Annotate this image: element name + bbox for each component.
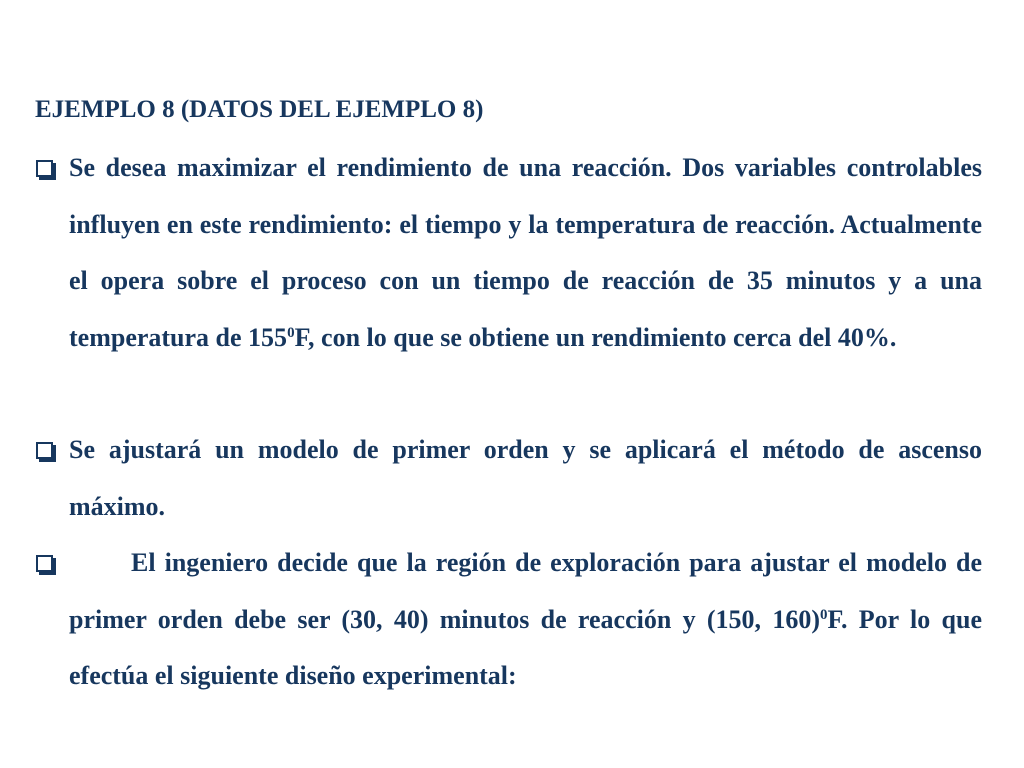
bullet-3-part2: F. Por lo que efectúa el siguiente diseño experimental: [69, 604, 982, 690]
bullet-text-1 [69, 140, 982, 366]
checkbox-bullet-icon [36, 160, 53, 177]
checkbox-bullet-icon [36, 442, 53, 459]
bullet-3-superscript: 0 [820, 606, 828, 623]
checkbox-bullet-icon [36, 555, 53, 572]
bullet-1-part2: F, con lo que se obtiene un rendimiento cerca del 40%. [294, 322, 897, 352]
bullet-3-part1: El ingeniero decide que la región de exploración para ajustar el modelo de primer orden debe ser (30, 40) minutos de reacción y (150, 160) [69, 548, 982, 634]
bullet-text-3 [69, 535, 982, 705]
slide-title: EJEMPLO 8 (DATOS DEL EJEMPLO 8) [35, 96, 484, 123]
bullet-text-2: Se ajustará un modelo de primer orden y se aplicará el método de ascenso máximo. [69, 435, 982, 521]
bullet-1-superscript: 0 [287, 324, 295, 341]
bullet-1-part1: Se desea maximizar el rendimiento de una reacción. Dos variables controlables influyen en este rendimiento: el tiempo y la temperatura de reacción. Actualmente el opera sobre el proceso con un tiempo de reacción de 35 minutos y a una temperatura de 155 [69, 153, 982, 352]
